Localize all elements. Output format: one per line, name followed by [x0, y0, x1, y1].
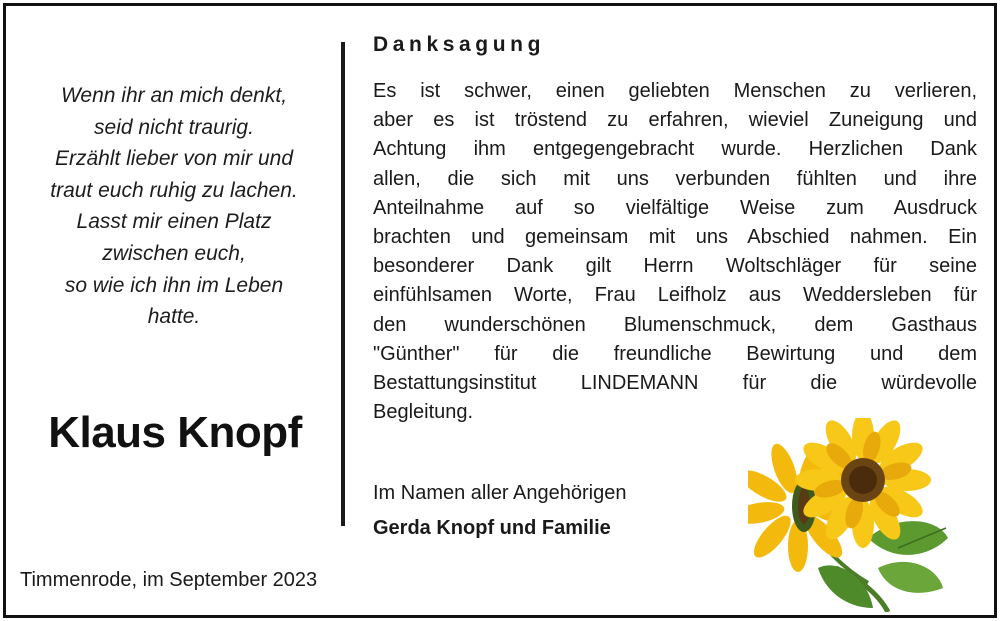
poem-line: seid nicht traurig.	[94, 115, 254, 139]
place-date: Timmenrode, im September 2023	[20, 569, 318, 591]
signature: Gerda Knopf und Familie	[373, 517, 611, 539]
vertical-divider	[341, 42, 345, 526]
text-line: Bestattungsinstitut LINDEMANN für die würdevolle	[373, 371, 977, 394]
thanks-text	[373, 77, 977, 427]
text-line: Begleitung.	[373, 401, 474, 424]
text-line: Anteilnahme auf so vielfältige Weise zum Ausdruck	[373, 196, 977, 219]
poem-line: so wie ich ihn im Leben	[64, 273, 284, 297]
text-line: allen, die sich mit uns verbunden fühlten und ihre	[373, 167, 977, 190]
text-line: Es ist schwer, einen geliebten Menschen zu verlieren,	[373, 80, 977, 102]
poem-line: Erzählt lieber von mir und	[54, 147, 294, 171]
poem	[24, 80, 324, 333]
sunflowers-image	[748, 418, 958, 612]
poem-line: Lasst mir einen Platz	[76, 210, 272, 234]
text-line: aber es ist tröstend zu erfahren, wieviel Zuneigung und	[373, 109, 977, 132]
text-line: einfühlsamen Worte, Frau Leifholz aus Weddersleben für	[373, 284, 977, 307]
poem-line: hatte.	[147, 305, 201, 329]
heading: Danksagung	[373, 33, 546, 56]
text-line: den wunderschönen Blumenschmuck, dem Gasthaus	[373, 313, 977, 336]
text-line: Achtung ihm entgegengebracht wurde. Herzlichen Dank	[373, 138, 977, 161]
poem-line: traut euch ruhig zu lachen.	[50, 178, 298, 202]
text-line: brachten und gemeinsam mit uns Abschied nahmen. Ein	[373, 225, 977, 248]
signoff: Im Namen aller Angehörigen	[373, 482, 627, 504]
deceased-name: Klaus Knopf	[48, 408, 302, 457]
poem-line: zwischen euch,	[102, 241, 246, 265]
text-line: besonderer Dank gilt Herrn Woltschläger für seine	[373, 255, 977, 278]
text-line: "Günther" für die freundliche Bewirtung und dem	[373, 342, 977, 365]
poem-line: Wenn ihr an mich denkt,	[60, 84, 288, 107]
